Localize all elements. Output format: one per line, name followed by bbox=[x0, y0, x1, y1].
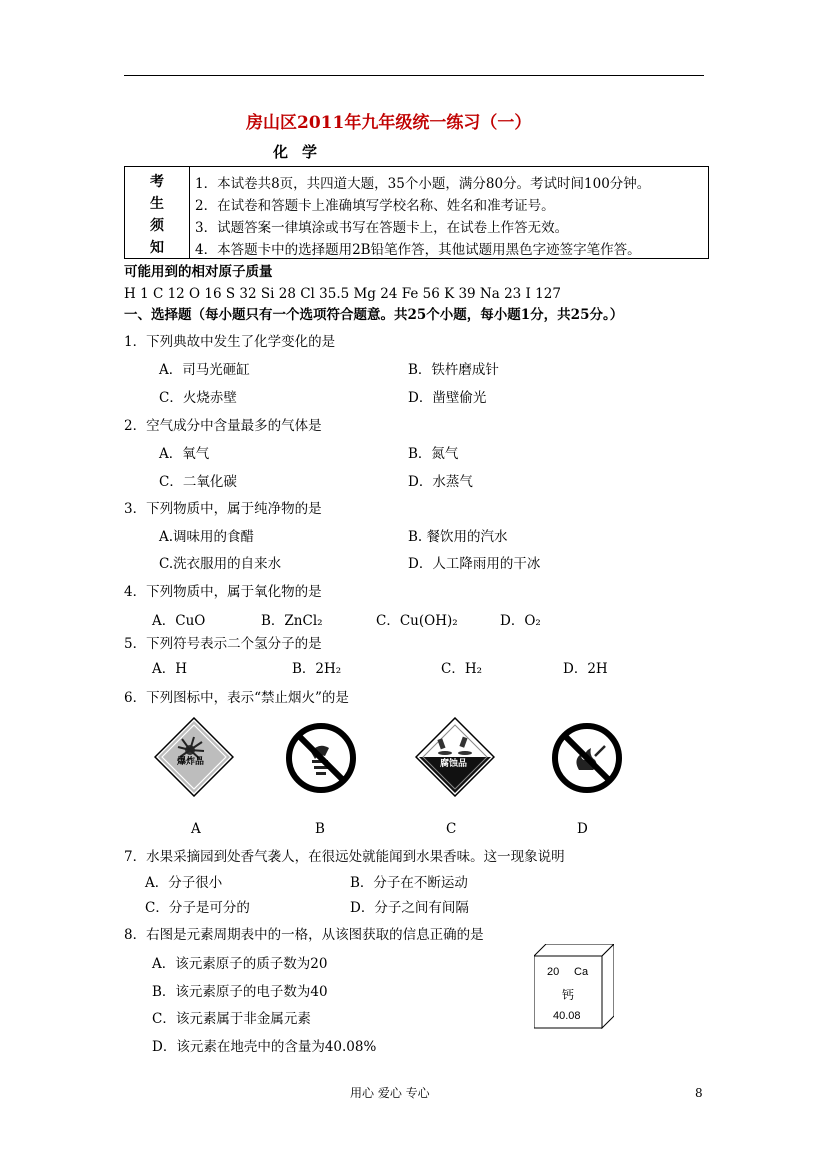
option: B．铁杵磨成针 bbox=[408, 362, 499, 378]
option: D．分子之间有间隔 bbox=[350, 900, 469, 916]
notice-label-char: 考 bbox=[150, 174, 164, 190]
periodic-element-cell bbox=[534, 944, 614, 1029]
question-stem: 7．水果采摘园到处香气袭人，在很远处就能闻到水果香味。这一现象说明 bbox=[124, 849, 565, 865]
section-heading: 一、选择题（每小题只有一个选项符合题意。共25个小题，每小题1分，共25分。） bbox=[124, 307, 624, 323]
option: A．CuO bbox=[152, 613, 206, 629]
option: D bbox=[577, 821, 588, 837]
question-stem: 4．下列物质中，属于氧化物的是 bbox=[124, 584, 322, 600]
footer-motto: 用心 爱心 专心 bbox=[350, 1086, 430, 1100]
option: A．司马光砸缸 bbox=[159, 362, 250, 378]
option: D．该元素在地壳中的含量为40.08% bbox=[152, 1039, 377, 1055]
subject-heading: 化学 bbox=[273, 143, 332, 161]
no-fire-sign-icon bbox=[551, 722, 623, 794]
option: D．水蒸气 bbox=[408, 474, 473, 490]
option: C．H₂ bbox=[441, 661, 483, 677]
notice-label-char: 须 bbox=[150, 218, 164, 234]
notice-row: 1．本试卷共8页，共四道大题，35个小题，满分80分。考试时间100分钟。 bbox=[195, 176, 651, 192]
option: D．凿壁偷光 bbox=[408, 390, 487, 406]
option: C．火烧赤壁 bbox=[159, 390, 237, 406]
exam-notice-box bbox=[124, 166, 709, 259]
option: D．2H bbox=[563, 661, 608, 677]
option: D．人工降雨用的干冰 bbox=[408, 556, 541, 572]
option: B bbox=[315, 821, 325, 837]
option: C．二氧化碳 bbox=[159, 474, 237, 490]
option: B．分子在不断运动 bbox=[350, 875, 468, 891]
sign-label: 爆炸品 bbox=[177, 757, 205, 767]
option: C.洗衣服用的自来水 bbox=[159, 556, 282, 572]
page-number: 8 bbox=[695, 1086, 703, 1100]
question-stem: 3．下列物质中，属于纯净物的是 bbox=[124, 501, 322, 517]
question-stem: 1．下列典故中发生了化学变化的是 bbox=[124, 334, 336, 350]
atomic-mass-heading: 可能用到的相对原子质量 bbox=[124, 264, 273, 280]
question-stem: 8．右图是元素周期表中的一格，从该图获取的信息正确的是 bbox=[124, 927, 484, 943]
header-rule bbox=[124, 75, 704, 76]
notice-label-char: 知 bbox=[150, 240, 164, 256]
option: C．分子是可分的 bbox=[145, 900, 250, 916]
option: B．ZnCl₂ bbox=[261, 613, 323, 629]
option: D．O₂ bbox=[500, 613, 541, 629]
notice-row: 3．试题答案一律填涂或书写在答题卡上，在试卷上作答无效。 bbox=[195, 220, 569, 236]
element-name: 钙 bbox=[562, 988, 575, 1002]
option: A.调味用的食醋 bbox=[159, 529, 255, 545]
no-open-flame-sign-icon bbox=[285, 722, 357, 794]
option: A bbox=[191, 821, 201, 837]
option: C．该元素属于非金属元素 bbox=[152, 1011, 311, 1027]
option: A．氧气 bbox=[159, 446, 210, 462]
option: B. 餐饮用的汽水 bbox=[408, 529, 508, 545]
option: A．分子很小 bbox=[145, 875, 223, 891]
question-stem: 6．下列图标中，表示“禁止烟火”的是 bbox=[124, 690, 349, 706]
question-stem: 2．空气成分中含量最多的气体是 bbox=[124, 418, 322, 434]
notice-label-column bbox=[125, 167, 190, 258]
option: B．该元素原子的电子数为40 bbox=[152, 984, 328, 1000]
notice-label-char: 生 bbox=[150, 196, 164, 212]
option: B．2H₂ bbox=[292, 661, 342, 677]
page-title: 房山区2011年九年级统一练习（一） bbox=[246, 113, 532, 133]
atomic-mass-list: H 1 C 12 O 16 S 32 Si 28 Cl 35.5 Mg 24 Fe 56 K 39 Na 23 I 127 bbox=[124, 286, 561, 302]
corrosive-sign-icon bbox=[415, 717, 495, 797]
question-stem: 5．下列符号表示二个氢分子的是 bbox=[124, 636, 322, 652]
notice-row: 2．在试卷和答题卡上准确填写学校名称、姓名和准考证号。 bbox=[195, 198, 555, 214]
notice-row: 4．本答题卡中的选择题用2B铅笔作答，其他试题用黑色字迹签字笔作答。 bbox=[195, 242, 641, 258]
option: C bbox=[446, 821, 457, 837]
option: C．Cu(OH)₂ bbox=[376, 613, 458, 629]
atomic-mass: 40.08 bbox=[553, 1010, 581, 1022]
option: B．氮气 bbox=[408, 446, 459, 462]
option: A．该元素原子的质子数为20 bbox=[152, 956, 328, 972]
element-symbol: Ca bbox=[574, 966, 589, 978]
sign-label: 腐蚀品 bbox=[440, 759, 468, 769]
option: A．H bbox=[152, 661, 188, 677]
atomic-number: 20 bbox=[547, 966, 560, 978]
